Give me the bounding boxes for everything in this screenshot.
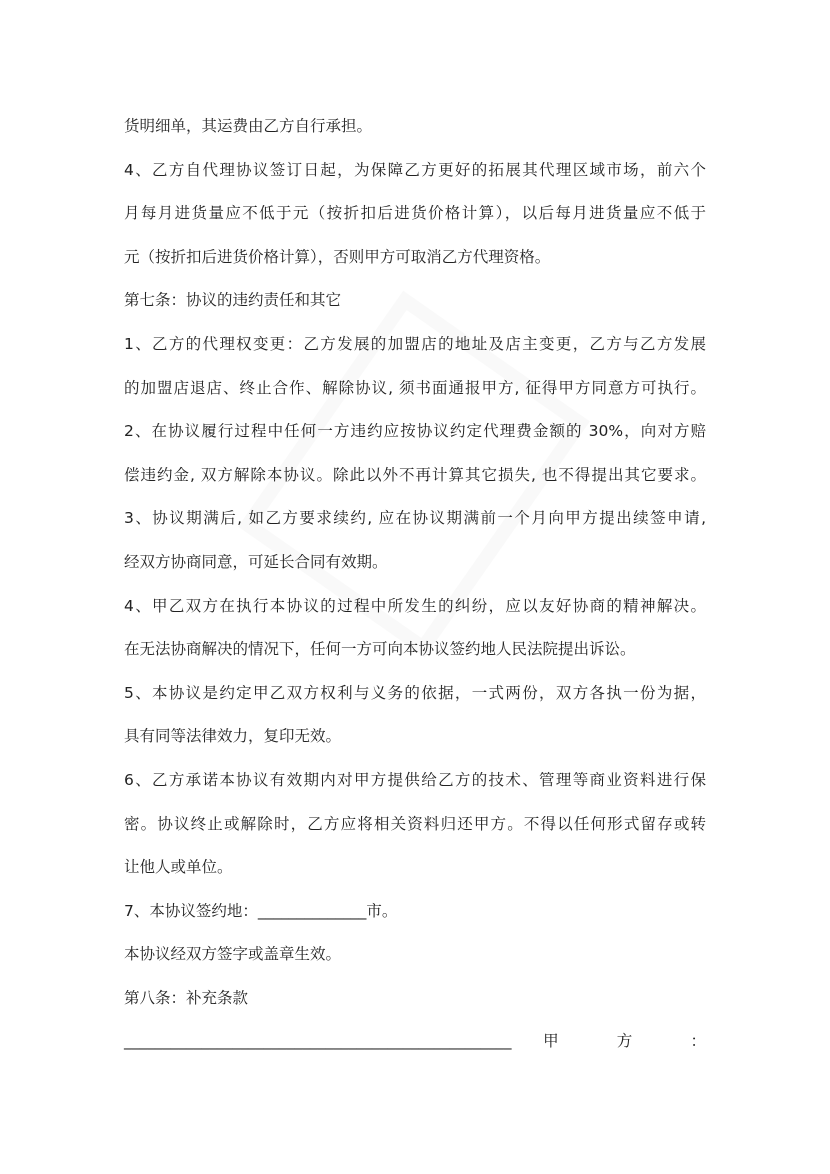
text-line: 第七条：协议的违约责任和其它	[124, 291, 342, 310]
text-line: 本协议经双方签字或盖章生效。	[124, 945, 342, 964]
text-line: 在无法协商解决的情况下，任何一方可向本协议签约地人民法院提出诉讼。	[124, 640, 636, 659]
text-line: 第八条：补充条款	[124, 988, 249, 1007]
text-line: 具有同等法律效力，复印无效。	[124, 727, 342, 746]
text-line: 5、本协议是约定甲乙双方权利与义务的依据，一式两份，双方各执一份为据，	[124, 683, 706, 702]
text-line: 月每月进货量应不低于元（按折扣后进货价格计算），以后每月进货量应不低于	[124, 204, 706, 223]
text-line: 4、乙方自代理协议签订日起，为保障乙方更好的拓展其代理区域市场，前六个	[124, 160, 706, 179]
text-line: 的加盟店退店、终止合作、解除协议, 须书面通报甲方, 征得甲方同意方可执行。	[124, 378, 706, 397]
document-page	[124, 112, 706, 1071]
text-line: 1、乙方的代理权变更：乙方发展的加盟店的地址及店主变更，乙方与乙方发展	[124, 334, 706, 353]
text-line: 2、在协议履行过程中任何一方违约应按协议约定代理费金额的 30%，向对方赔	[124, 422, 706, 441]
text-line: 3、协议期满后, 如乙方要求续约, 应在协议期满前一个月向甲方提出续签申请,	[124, 509, 706, 528]
text-line: 7、本协议签约地：______________市。	[124, 901, 398, 920]
text-line: 6、乙方承诺本协议有效期内对甲方提供给乙方的技术、管理等商业资料进行保	[124, 770, 706, 789]
text-line: 经双方协商同意，可延长合同有效期。	[124, 552, 388, 571]
text-line: 4、甲乙双方在执行本协议的过程中所发生的纠纷，应以友好协商的精神解决。	[124, 596, 706, 615]
text-line: 密。协议终止或解除时，乙方应将相关资料归还甲方。不得以任何形式留存或转	[124, 814, 706, 833]
text-line: 货明细单，其运费由乙方自行承担。	[124, 117, 373, 135]
text-line: 让他人或单位。	[124, 858, 233, 877]
text-line: 偿违约金, 双方解除本协议。除此以外不再计算其它损失, 也不得提出其它要求。	[124, 465, 706, 484]
text-line: __________________________________________________ 甲 方 ：	[124, 1032, 706, 1051]
text-line: 元（按折扣后进货价格计算），否则甲方可取消乙方代理资格。	[124, 247, 551, 266]
